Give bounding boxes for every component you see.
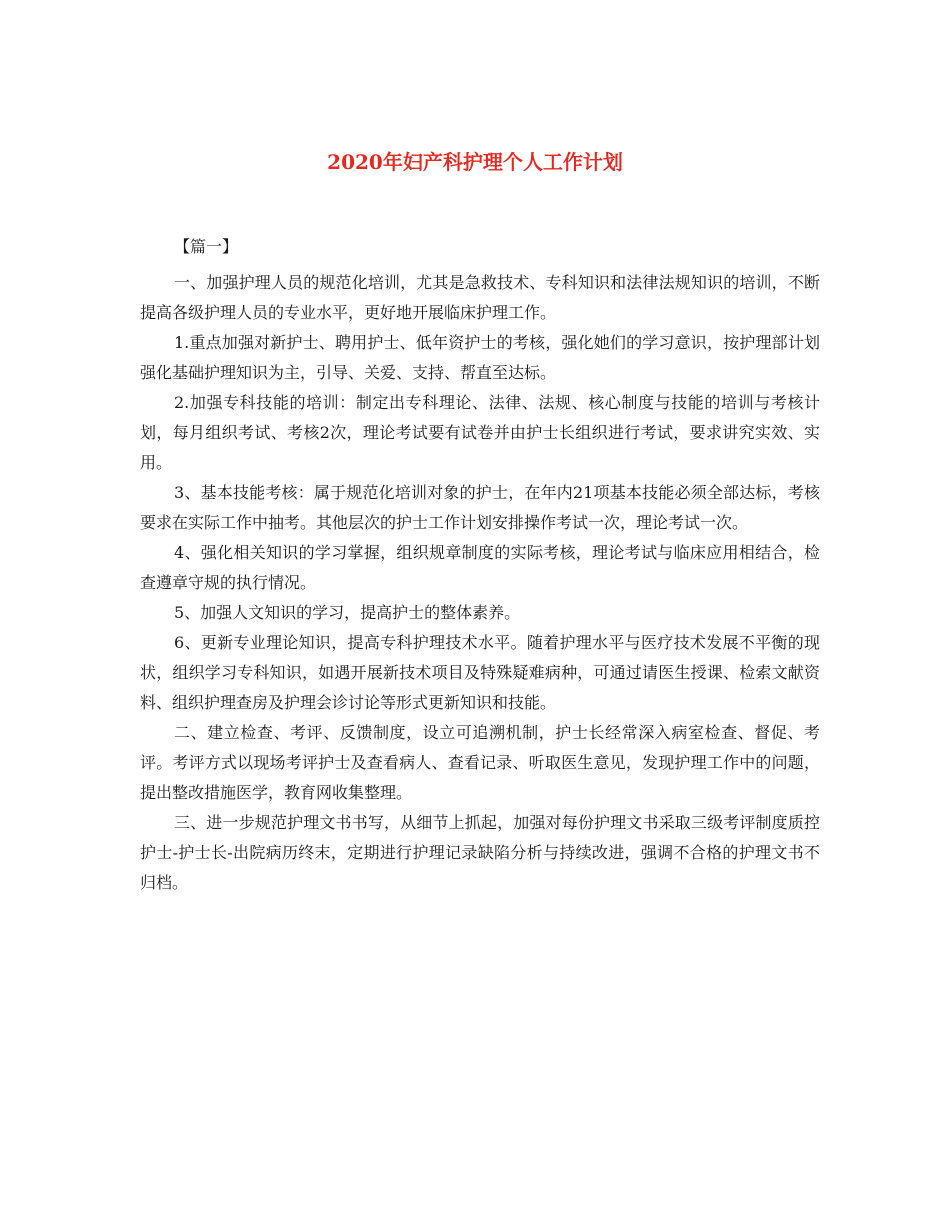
paragraph: 三、进一步规范护理文书书写，从细节上抓起，加强对每份护理文书采取三级考评制度质控护士-护士长-出院病历终末，定期进行护理记录缺陷分析与持续改进，强调不合格的护理文书不归档。 [140, 813, 820, 892]
paragraph: 1.重点加强对新护士、聘用护士、低年资护士的考核，强化她们的学习意识，按护理部计划强化基础护理知识为主，引导、关爱、支持、帮直至达标。 [140, 333, 820, 382]
paragraph: 二、建立检查、考评、反馈制度，设立可追溯机制，护士长经常深入病室检查、督促、考评。考评方式以现场考评护士及查看病人、查看记录、听取医生意见，发现护理工作中的问题，提出整改措施医学，教育网收集整理。 [140, 723, 820, 802]
document-body [140, 232, 820, 898]
paragraph: 5、加强人文知识的学习，提高护士的整体素养。 [174, 603, 521, 622]
paragraph: 3、基本技能考核：属于规范化培训对象的护士，在年内21项基本技能必须全部达标，考核要求在实际工作中抽考。其他层次的护士工作计划安排操作考试一次，理论考试一次。 [140, 483, 820, 532]
document-title: 2020年妇产科护理个人工作计划 [327, 150, 623, 174]
paragraph: 一、加强护理人员的规范化培训，尤其是急救技术、专科知识和法律法规知识的培训，不断提高各级护理人员的专业水平，更好地开展临床护理工作。 [140, 273, 820, 322]
paragraph: 4、强化相关知识的学习掌握，组织规章制度的实际考核，理论考试与临床应用相结合，检查遵章守规的执行情况。 [140, 543, 820, 592]
section-label: 【篇一】 [174, 237, 239, 256]
paragraph: 2.加强专科技能的培训：制定出专科理论、法律、法规、核心制度与技能的培训与考核计划，每月组织考试、考核2次，理论考试要有试卷并由护士长组织进行考试，要求讲究实效、实用。 [140, 393, 820, 472]
paragraph: 6、更新专业理论知识，提高专科护理技术水平。随着护理水平与医疗技术发展不平衡的现状，组织学习专科知识，如遇开展新技术项目及特殊疑难病种，可通过请医生授课、检索文献资料、组织护理查房及护理会诊讨论等形式更新知识和技能。 [140, 633, 820, 712]
